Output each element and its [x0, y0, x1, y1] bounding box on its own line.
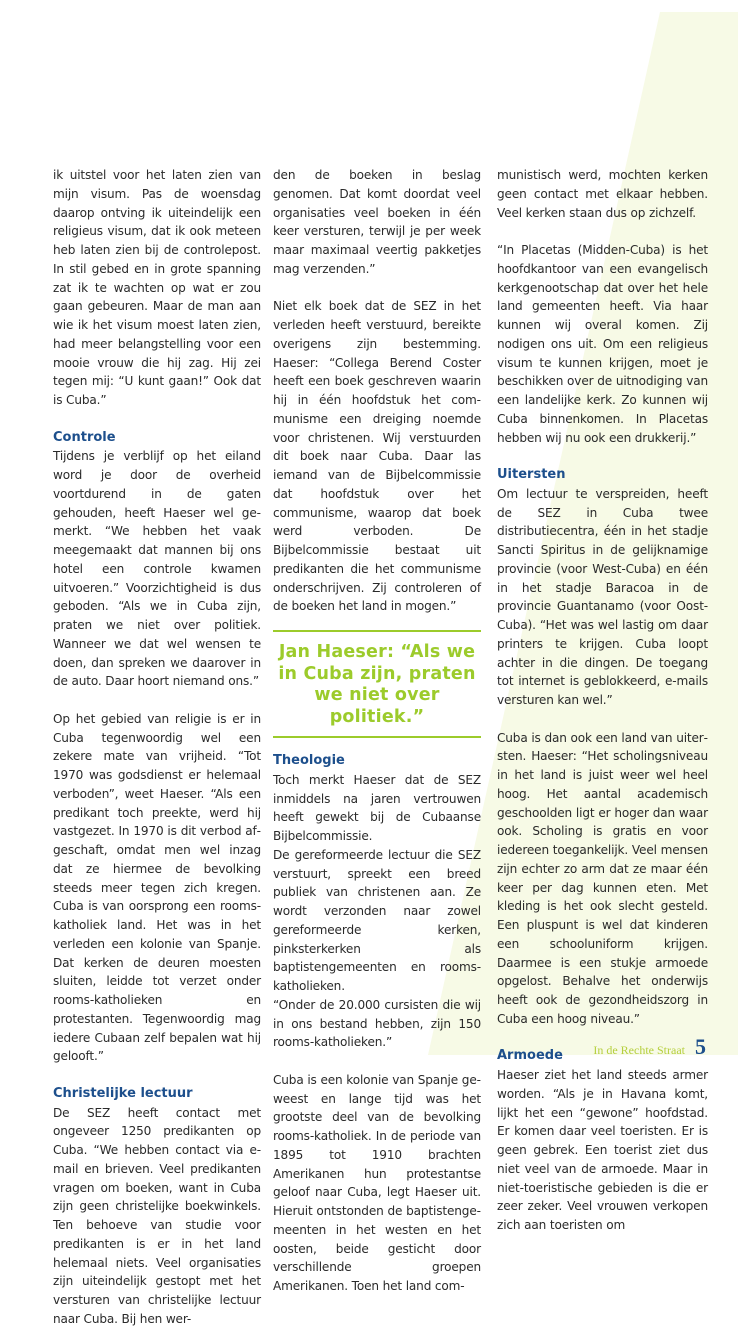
- column-2: [273, 166, 481, 1296]
- paragraph: Om lectuur te verspreiden, heeft de SEZ in Cuba twee distributiecentra, één in het stadje Sancti Spiritus in de gelijknamige provincie (voor West-Cuba) en één in het stadje Baracoa in de provincie Guantanamo (voor Oost-Cuba). “Het was wel lastig om daar printers te krijgen. Cuba loopt achter in die dingen. De toegang tot internet is geblokkeerd, e-mails versturen kan wel.”: [497, 486, 708, 707]
- paragraph: Tijdens je verblijf op het eiland word je door de overheid voortdurend in de gaten gehouden, heeft Haeser wel gemerkt. “We hebben het vaak meegemaakt dat mannen bij ons hotel een controle kwamen uitvoeren.” Voorzichtigheid is dus geboden. “Als we in Cuba zijn, praten we niet over politiek. Wanneer we dat wel wensen te doen, dan spreken we daarover in de auto. Daar hoort niemand ons.”: [53, 449, 261, 689]
- paragraph: De gereformeerde lectuur die SEZ verstuurt, spreekt een breed publiek van christenen aan. Ze wordt verzonden naar zowel gereformeerde kerken, pinksterkerken als baptistengemeenten en rooms-katholieken.: [273, 847, 481, 993]
- paragraph: Cuba is een kolonie van Spanje geweest en lange tijd was het grootste deel van de bevolking rooms-katholiek. In de periode van 1895 tot 1910 brachten Amerikanen hun protestantse geloof naar Cuba, legt Haeser uit. Hieruit ontstonden de baptistengemeenten in het westen en het oosten, beide gesticht door verschillende groepen Amerikanen. Toen het land com-: [273, 1072, 481, 1293]
- subheading-uitersten: Uitersten: [497, 467, 566, 482]
- subheading-christelijke-lectuur: Christelijke lectuur: [53, 1085, 193, 1101]
- subheading-theologie: Theologie: [273, 753, 345, 768]
- paragraph: Toch merkt Haeser dat de SEZ inmiddels na jaren vertrouwen heeft gewekt bij de Cubaanse Bijbelcommissie.: [273, 772, 481, 843]
- paragraph: Cuba is dan ook een land van uitersten. Haeser: “Het scholingsniveau in het land is juist weer wel heel hoog. Het aantal academisch geschoolden ligt er hoger dan waar ook. Scholing is gratis en voor iedereen toegankelijk. Veel mensen zijn echter zo arm dat ze maar één keer per dag kunnen eten. Met kleding is het ook slecht gesteld. Een pluspunt is wel dat kinderen een schooluniform krijgen. Daarmee is een stukje armoede opgelost. Behalve het onderwijs heeft ook de gezondheidszorg in Cuba een hoog niveau.”: [497, 730, 708, 1026]
- column-3: [497, 166, 708, 1235]
- paragraph: den de boeken in beslag genomen. Dat komt doordat veel organisaties veel boeken in één keer versturen, terwijl je per week maar maximaal veertig pakketjes mag verzenden.”: [273, 168, 481, 276]
- paragraph: ik uitstel voor het laten zien van mijn visum. Pas de woensdag daarop ontving ik uiteindelijk een religieus visum, dat ik ook meteen heb laten zien bij de controlepost. In stil gebed en in grote spanning zat ik te wachten op wat er zou gaan gebeuren. Maar de man aan wie ik het visum moest laten zien, had meer belangstelling voor een mooie vrouw die hij zag. Hij zei tegen mij: “U kunt gaan!” Ook dat is Cuba.”: [53, 168, 261, 407]
- paragraph: “Onder de 20.000 cursisten die wij in ons bestand hebben, zijn 150 rooms-katholieken.”: [273, 997, 481, 1050]
- column-1: [53, 166, 261, 1329]
- page-number: 5: [695, 1034, 706, 1059]
- paragraph: Haeser ziet het land steeds armer worden. “Als je in Havana komt, lijkt het een “gewone” hoofdstad. Er komen daar veel toeristen. Er is geen gebrek. Een toerist ziet dus niet veel van de armoede. Maar in niet-toeristische gebieden is die er zeer zeker. Veel vrouwen verkopen zich aan toeristen om: [497, 1068, 708, 1232]
- subheading-armoede: Armoede: [497, 1048, 563, 1064]
- paragraph: Op het gebied van religie is er in Cuba tegenwoordig wel een zekere mate van vrijheid. “Tot 1970 was godsdienst er helemaal verboden”, weet Haeser. “Als een predikant toch preekte, werd hij vastgezet. In 1970 is dit verbod afgeschaft, omdat men wel inzag dat ze hiermee de bevolking steeds meer tegen zich kregen. Cuba is van oorsprong een rooms-katholiek land. Het was in het verleden een kolonie van Spanje. Dat kerken de deuren moesten sluiten, leidde tot verzet onder rooms-katholieken en protestanten. Tegenwoordig mag iedere Cubaan zelf bepalen wat hij gelooft.”: [53, 711, 261, 1064]
- subheading-controle: Controle: [53, 429, 116, 445]
- paragraph: De SEZ heeft contact met ongeveer 1250 predikanten op Cuba. “We hebben contact via e-mail en brieven. Veel predikanten vragen om boeken, want in Cuba zijn geen christelijke boekwinkels. Ten behoeve van studie voor predikanten is er in het land helemaal niets. Veel organisaties zijn uiteindelijk gestopt met het versturen van christelijke lectuur naar Cuba. Bij hen wer-: [53, 1105, 261, 1326]
- publication-name: In de Rechte Straat: [593, 1043, 685, 1057]
- page-footer: [593, 1034, 706, 1060]
- paragraph: “In Placetas (Midden-Cuba) is het hoofdkantoor van een evangelisch kerkgenootschap dat over het hele land gemeenten heeft. Via haar kunnen wij overal komen. Zij nodigen ons uit. Om een religieus visum te kunnen krijgen, moet je beschikken over de uitnodiging van een landelijke kerk. Zo kunnen wij Cuba binnenkomen. In Placetas hebben wij nu ook een drukkerij.”: [497, 243, 708, 445]
- paragraph: munistisch werd, mochten kerken geen contact met elkaar hebben. Veel kerken staan dus op zichzelf.: [497, 168, 708, 220]
- pull-quote: Jan Haeser: “Als we in Cuba zijn, praten we niet over politiek.”: [273, 630, 481, 738]
- paragraph: Niet elk boek dat de SEZ in het verleden heeft verstuurd, bereikte overigens zijn bestemming. Haeser: “Collega Berend Coster heeft een boek geschreven waarin hij in één hoofdstuk het communisme een dreiging noemde voor christenen. Wij verstuurden dit boek naar Cuba. Daar las iemand van de Bijbelcommissie dat hoofdstuk over het communisme, waarop dat boek werd verboden. De Bijbelcommissie bestaat uit predikanten die het communisme onderschrijven. Zij controleren of de boeken het land in mogen.”: [273, 299, 481, 614]
